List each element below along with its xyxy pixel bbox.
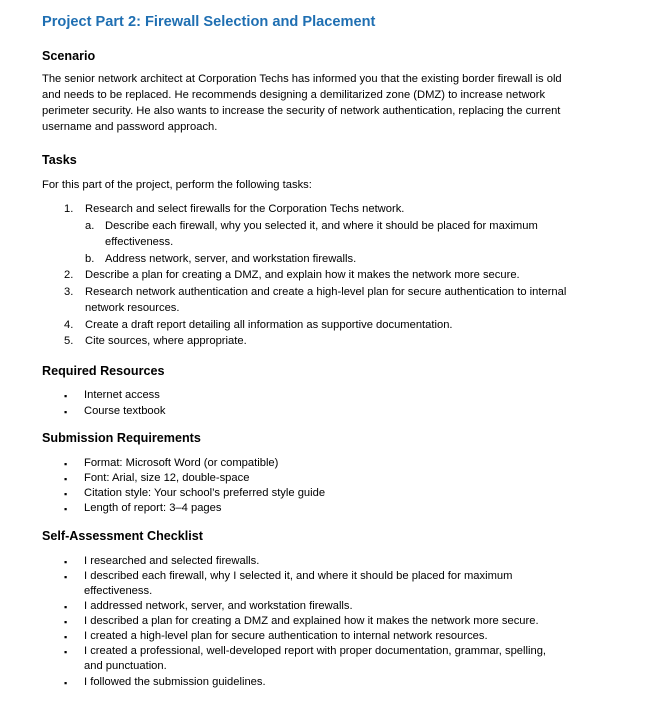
item-text: Citation style: Your school’s preferred style guide [84, 487, 326, 499]
item-number: 2. [64, 269, 74, 281]
item-text: I addressed network, server, and workstation firewalls. [84, 600, 353, 612]
item-text: Address network, server, and workstation firewalls. [105, 253, 357, 265]
item-text: network resources. [85, 302, 180, 314]
item-text: Font: Arial, size 12, double-space [84, 472, 250, 484]
item-text: Research network authentication and create a high-level plan for secure authentication to internal [85, 286, 567, 298]
bullet-icon: ▪ [64, 678, 68, 688]
tasks-heading: Tasks [42, 153, 77, 167]
tasks-intro: For this part of the project, perform the following tasks: [42, 179, 312, 191]
paragraph-line: and needs to be replaced. He recommends designing a demilitarized zone (DMZ) to increase network [42, 89, 546, 101]
bullet-icon: ▪ [64, 489, 68, 499]
page-title: Project Part 2: Firewall Selection and Placement [42, 14, 376, 30]
bullet-icon: ▪ [64, 474, 68, 484]
item-text: I created a high-level plan for secure authentication to internal network resources. [84, 630, 488, 642]
checklist-heading: Self-Assessment Checklist [42, 529, 203, 543]
item-text: I researched and selected firewalls. [84, 555, 260, 567]
bullet-icon: ▪ [64, 647, 68, 657]
item-number: b. [85, 253, 95, 265]
scenario-heading: Scenario [42, 49, 96, 63]
bullet-icon: ▪ [64, 632, 68, 642]
item-number: 3. [64, 286, 74, 298]
item-text: I described each firewall, why I selected it, and where it should be placed for maximum [84, 570, 513, 582]
paragraph-line: The senior network architect at Corporation Techs has informed you that the existing border firewall is old [42, 73, 562, 85]
item-number: 1. [64, 203, 74, 215]
bullet-icon: ▪ [64, 504, 68, 514]
item-text: Describe each firewall, why you selected it, and where it should be placed for maximum [105, 220, 538, 232]
bullet-icon: ▪ [64, 617, 68, 627]
item-text: Internet access [84, 389, 160, 401]
item-text: effectiveness. [84, 585, 153, 597]
resources-heading: Required Resources [42, 364, 165, 378]
item-text: Course textbook [84, 405, 166, 417]
item-text: effectiveness. [105, 236, 174, 248]
item-text: Cite sources, where appropriate. [85, 335, 247, 347]
item-text: I created a professional, well-developed report with proper documentation, grammar, spelling, [84, 645, 547, 657]
item-number: 4. [64, 319, 74, 331]
item-text: I described a plan for creating a DMZ and explained how it makes the network more secure. [84, 615, 539, 627]
bullet-icon: ▪ [64, 391, 68, 401]
item-text: Create a draft report detailing all information as supportive documentation. [85, 319, 453, 331]
submission-heading: Submission Requirements [42, 431, 201, 445]
bullet-icon: ▪ [64, 572, 68, 582]
item-text: and punctuation. [84, 660, 167, 672]
item-text: Length of report: 3–4 pages [84, 502, 222, 514]
bullet-icon: ▪ [64, 407, 68, 417]
item-text: Describe a plan for creating a DMZ, and explain how it makes the network more secure. [85, 269, 520, 281]
bullet-icon: ▪ [64, 557, 68, 567]
item-text: Research and select firewalls for the Corporation Techs network. [85, 203, 405, 215]
bullet-icon: ▪ [64, 459, 68, 469]
item-text: I followed the submission guidelines. [84, 676, 266, 688]
paragraph-line: perimeter security. He also wants to increase the security of network authentication, replacing the current [42, 105, 561, 117]
item-number: a. [85, 220, 95, 232]
bullet-icon: ▪ [64, 602, 68, 612]
item-text: Format: Microsoft Word (or compatible) [84, 457, 279, 469]
item-number: 5. [64, 335, 74, 347]
paragraph-line: username and password approach. [42, 121, 218, 133]
